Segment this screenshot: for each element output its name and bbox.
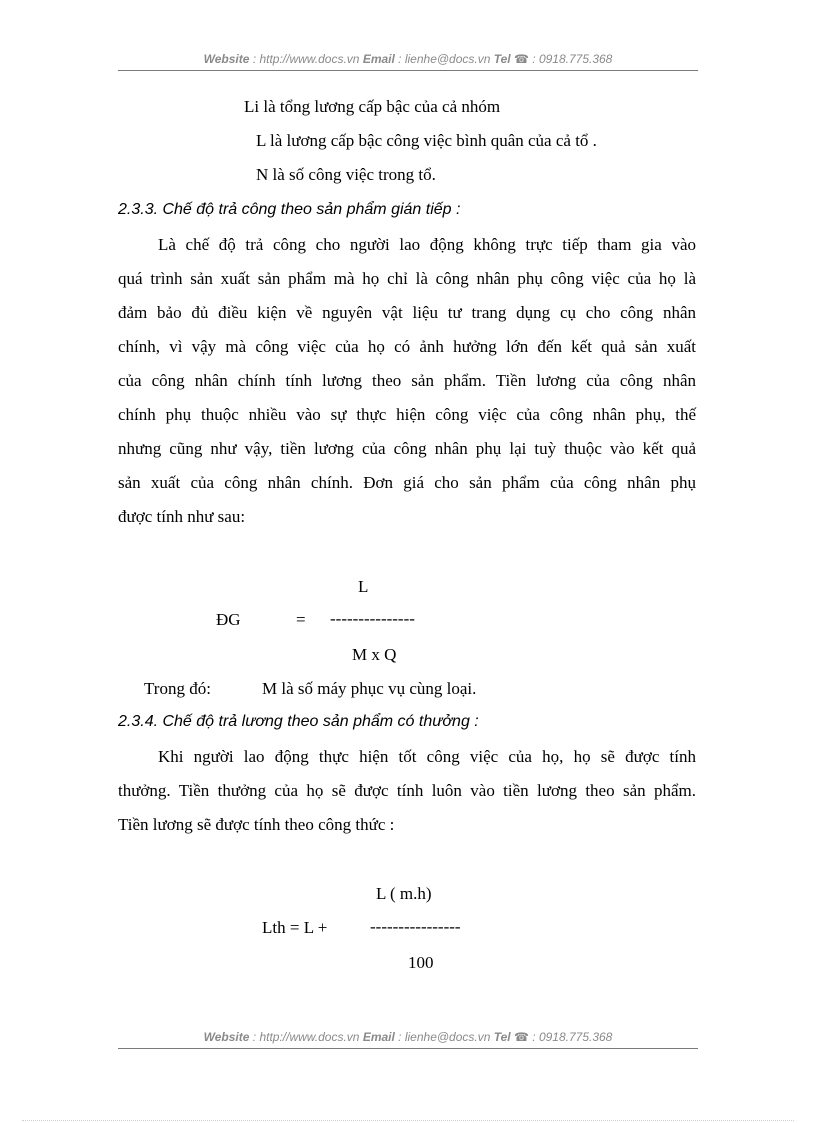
definition-li: Li là tổng lương cấp bậc của cả nhóm [244,97,501,116]
section-heading-2-3-4: 2.3.4. Chế độ trả lương theo sản phẩm có thưởng : [118,713,479,730]
footer-website-label: Website [203,1030,250,1044]
formula1-lhs: ĐG [216,610,241,629]
footer-tel-label: Tel [493,1030,511,1044]
header-tel-value: ☎ : 0918.775.368 [510,52,613,66]
where-label: Trong đó: [144,679,211,698]
paragraph-line: của công nhân chính tính lương theo sản phẩm. Tiền lương của công nhân [118,371,696,390]
paragraph-line: nhưng cũng như vậy, tiền lương của công nhân phụ lại tuỳ thuộc vào kết quả [118,439,696,458]
section-heading-2-3-3: 2.3.3. Chế độ trả công theo sản phẩm gián tiếp : [118,201,461,218]
paragraph-line: sản xuất của công nhân chính. Đơn giá cho sản phẩm của công nhân phụ [118,473,696,492]
footer-tel-value: ☎ : 0918.775.368 [510,1030,613,1044]
header-website-label: Website [203,52,250,66]
formula1-numerator: L [358,577,369,596]
footer-website-link[interactable]: : http://www.docs.vn [249,1030,363,1044]
header-email-label: Email [362,52,395,66]
paragraph-line: chính, vì vậy mà công việc của họ có ảnh hưởng lớn đến kết quả sản xuất [118,337,696,356]
definition-l: L là lương cấp bậc công việc bình quân của cả tổ . [256,131,597,150]
paragraph-line: đảm bảo đủ điều kiện về nguyên vật liệu tư trang dụng cụ cho công nhân [118,303,696,322]
paragraph-line: quá trình sản xuất sản phẩm mà họ chỉ là công nhân phụ công việc của họ là [118,269,696,288]
paragraph-line: Khi người lao động thực hiện tốt công việc của họ, họ sẽ được tính [158,747,696,766]
paragraph-bonus-pay [118,740,696,842]
paragraph-line: được tính như sau: [118,507,246,526]
paragraph-line: Tiền lương sẽ được tính theo công thức : [118,815,395,834]
paragraph-line: thưởng. Tiền thưởng của họ sẽ được tính luôn vào tiền lương theo sản phẩm. [118,781,696,800]
definition-n: N là số công việc trong tổ. [256,165,436,184]
page-bottom-border [22,1120,794,1121]
formula1-fraction-bar: --------------- [330,609,415,628]
header-email-link[interactable]: : lienhe@docs.vn [394,52,494,66]
paragraph-line: Là chế độ trả công cho người lao động không trực tiếp tham gia vào [158,235,696,254]
page-header [118,52,698,66]
footer-email-link[interactable]: : lienhe@docs.vn [394,1030,494,1044]
paragraph-indirect-pay [118,228,696,534]
formula2-numerator: L ( m.h) [376,884,432,903]
where-text: M là số máy phục vụ cùng loại. [262,679,477,698]
formula2-lhs: Lth = L + [262,918,328,937]
header-website-link[interactable]: : http://www.docs.vn [249,52,363,66]
formula1-equals: = [296,610,306,629]
footer-email-label: Email [362,1030,395,1044]
header-tel-label: Tel [493,52,511,66]
formula2-denominator: 100 [408,953,434,972]
footer-rule [118,1048,698,1049]
paragraph-line: chính phụ thuộc nhiều vào sự thực hiện công việc của công nhân phụ, thế [118,405,696,424]
formula1-denominator: M x Q [352,645,397,664]
formula2-fraction-bar: ---------------- [370,917,461,936]
header-rule [118,70,698,71]
page-footer [118,1030,698,1044]
